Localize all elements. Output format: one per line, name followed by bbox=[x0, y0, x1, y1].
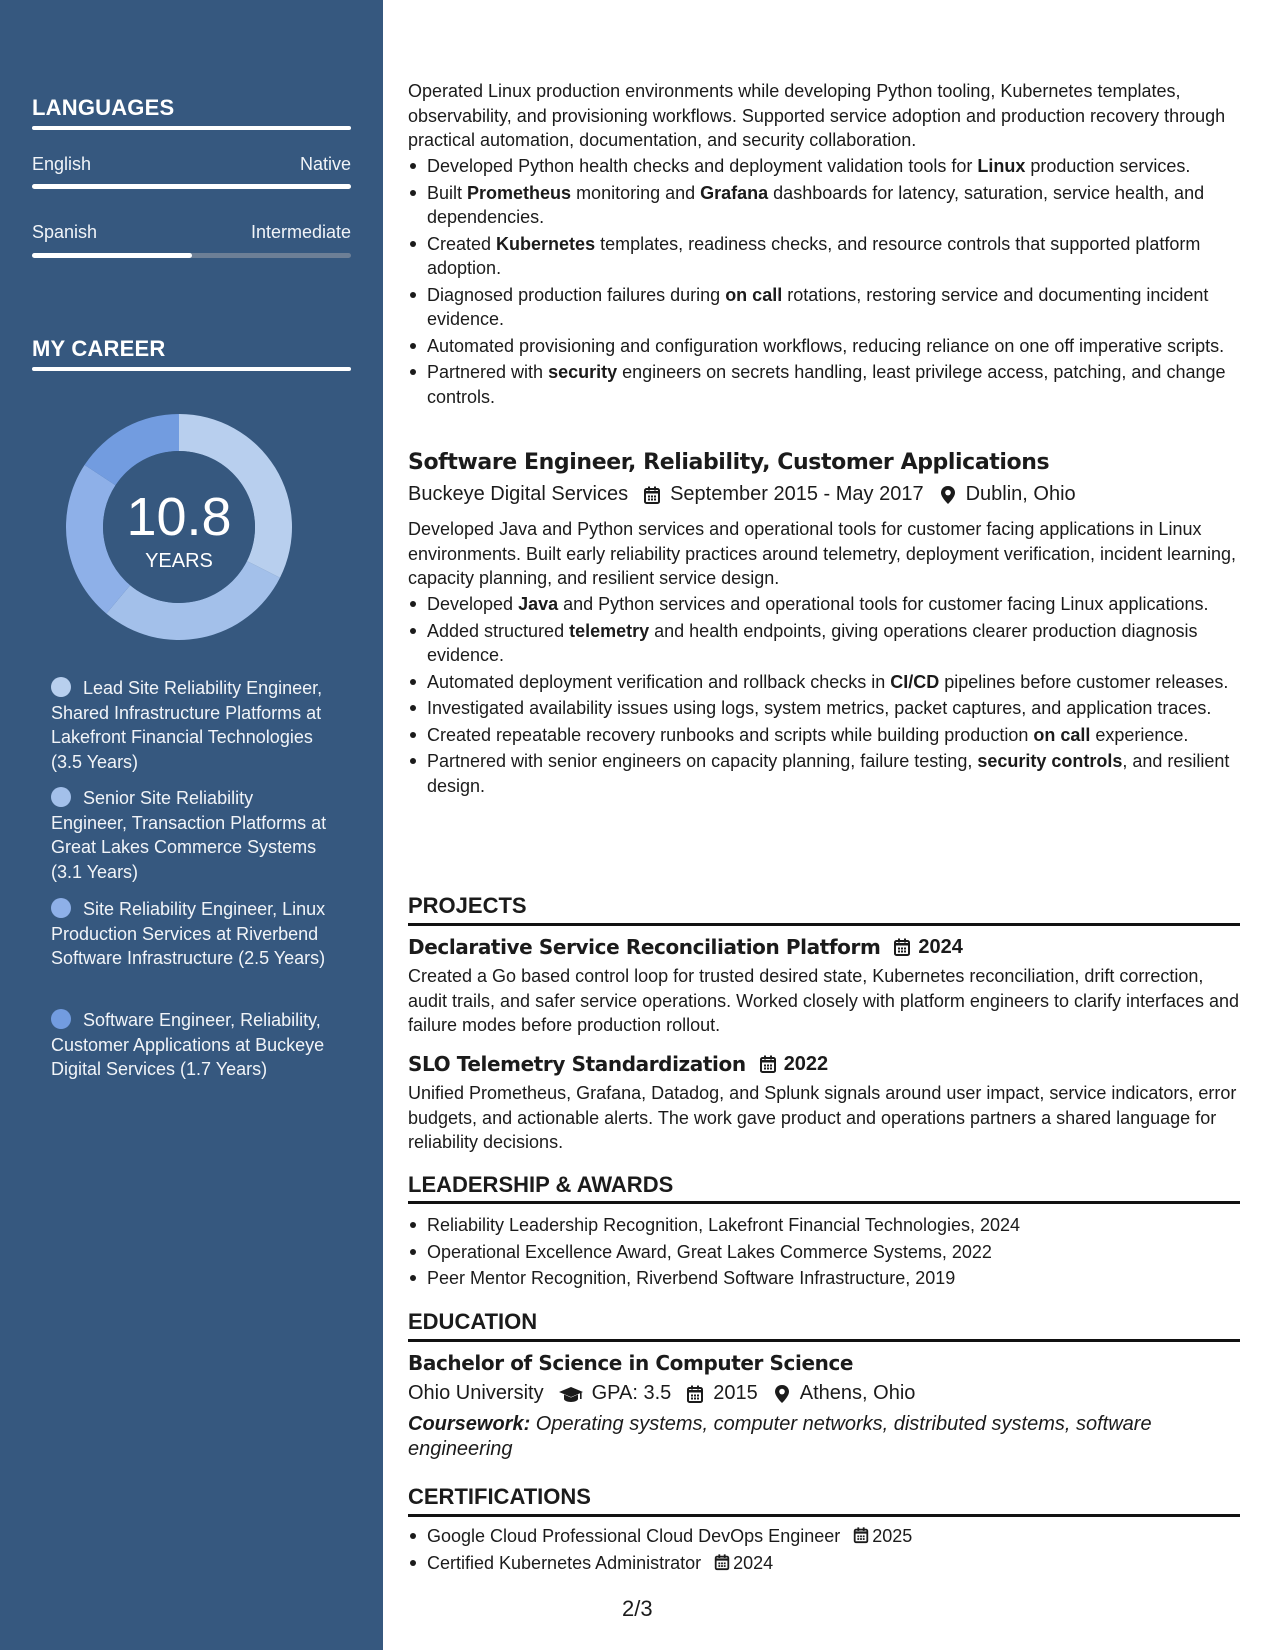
bullet-keyword: Kubernetes bbox=[496, 233, 596, 254]
bullet-keyword: on call bbox=[1033, 724, 1091, 745]
career-total-value: 10.8 bbox=[126, 487, 232, 547]
career-item-text: Lead Site Reliability Engineer, Shared Infrastructure Platforms at Lakefront Financial Technologies (3.5 Years) bbox=[51, 678, 323, 772]
language-bar-fill bbox=[32, 253, 192, 258]
bullet-keyword: telemetry bbox=[569, 620, 650, 641]
bullet-text: production services. bbox=[1025, 156, 1191, 176]
education-rule bbox=[408, 1339, 1240, 1342]
project-title: SLO Telemetry Standardization bbox=[408, 1052, 746, 1076]
language-bar-spanish bbox=[32, 253, 351, 258]
bullet-keyword: Prometheus bbox=[467, 182, 572, 203]
bullet-text: Created repeatable recovery runbooks and scripts while building production bbox=[427, 724, 1034, 745]
bullet-keyword: security controls bbox=[977, 751, 1123, 771]
career-item-text: Senior Site Reliability Engineer, Transaction Platforms at Great Lakes Commerce Systems (3.1 Years) bbox=[51, 788, 327, 882]
certifications-heading: CERTIFICATIONS bbox=[408, 1484, 591, 1509]
calendar-icon bbox=[713, 1553, 731, 1571]
bullet-item bbox=[408, 696, 1240, 721]
graduation-cap-icon bbox=[558, 1384, 584, 1404]
bullet-text: Partnered with senior engineers on capacity planning, failure testing, bbox=[427, 751, 978, 771]
career-heading: MY CAREER bbox=[32, 336, 166, 361]
bullet-item bbox=[408, 154, 1240, 179]
bullet-text: Built bbox=[427, 182, 468, 203]
education-school: Ohio University bbox=[408, 1382, 544, 1404]
bullet-item bbox=[408, 670, 1240, 695]
project-title-row bbox=[408, 1052, 828, 1076]
bullet-text: dashboards for latency, saturation, service health, and dependencies. bbox=[427, 182, 1205, 227]
bullet-keyword: CI/CD bbox=[890, 671, 940, 692]
bullet-keyword: Java bbox=[518, 594, 559, 614]
language-level: Intermediate bbox=[250, 222, 351, 242]
project-year: 2022 bbox=[783, 1052, 829, 1075]
career-dot-icon bbox=[51, 1009, 71, 1029]
language-level: Native bbox=[299, 154, 351, 174]
location-pin-icon bbox=[938, 485, 958, 505]
bullet-item bbox=[408, 283, 1240, 332]
career-heading-rule bbox=[32, 367, 351, 371]
career-item-text: Software Engineer, Reliability, Customer Applications at Buckeye Digital Services (1.7 Years) bbox=[51, 1010, 325, 1079]
projects-heading: PROJECTS bbox=[408, 893, 527, 918]
bullet-text: and health endpoints, giving operations clearer production diagnosis evidence. bbox=[427, 620, 1198, 665]
bullet-item bbox=[408, 181, 1240, 230]
bullet-keyword: Grafana bbox=[700, 182, 769, 203]
certification-item bbox=[408, 1551, 1240, 1576]
education-heading: EDUCATION bbox=[408, 1309, 538, 1334]
coursework-label: Coursework: bbox=[408, 1413, 531, 1435]
page-number: 2/3 bbox=[622, 1596, 653, 1621]
bullet-item bbox=[408, 592, 1240, 617]
education-meta bbox=[408, 1382, 915, 1405]
bullet-text: Investigated availability issues using logs, system metrics, packet captures, and application traces. bbox=[427, 698, 1212, 718]
bullet-item bbox=[408, 360, 1240, 409]
calendar-icon bbox=[852, 1526, 870, 1544]
bullet-keyword: on call bbox=[725, 284, 783, 305]
career-item bbox=[51, 1008, 331, 1082]
calendar-icon bbox=[685, 1384, 705, 1404]
job2-location: Dublin, Ohio bbox=[965, 483, 1076, 505]
calendar-icon bbox=[892, 937, 912, 957]
language-bar-fill bbox=[32, 184, 351, 189]
career-donut-chart bbox=[66, 414, 292, 640]
job2-title: Software Engineer, Reliability, Customer Applications bbox=[408, 450, 1050, 475]
bullet-item bbox=[408, 334, 1240, 359]
sidebar bbox=[0, 0, 383, 1650]
location-pin-icon bbox=[772, 1384, 792, 1404]
bullet-keyword: Linux bbox=[977, 156, 1026, 176]
education-degree: Bachelor of Science in Computer Science bbox=[408, 1351, 854, 1375]
award-item: Operational Excellence Award, Great Lakes Commerce Systems, 2022 bbox=[408, 1240, 1240, 1265]
language-name: Spanish bbox=[32, 222, 98, 242]
education-year: 2015 bbox=[713, 1382, 758, 1404]
career-total-unit: YEARS bbox=[145, 550, 213, 572]
bullet-text: Partnered with bbox=[427, 362, 549, 382]
languages-heading: LANGUAGES bbox=[32, 95, 175, 120]
education-gpa: GPA: 3.5 bbox=[591, 1382, 672, 1404]
award-item: Reliability Leadership Recognition, Lakefront Financial Technologies, 2024 bbox=[408, 1213, 1240, 1238]
job2-summary: Developed Java and Python services and operational tools for customer facing applications in Linux environments. Built early reliability practices around telemetry, deployment verification, incident learning, capacity planning, and resilient service design. bbox=[408, 519, 1237, 588]
bullet-text: Added structured bbox=[427, 620, 570, 641]
language-row-english bbox=[32, 154, 351, 175]
job2-bullet-list bbox=[408, 592, 1240, 800]
bullet-text: Developed Python health checks and deployment validation tools for bbox=[427, 156, 978, 176]
awards-heading: LEADERSHIP & AWARDS bbox=[408, 1172, 674, 1197]
career-dot-icon bbox=[51, 898, 71, 918]
language-row-spanish bbox=[32, 222, 351, 243]
project-description: Created a Go based control loop for trusted desired state, Kubernetes reconciliation, drift correction, audit trails, and safer service operations. Worked closely with platform engineers to clarify interfaces and failure modes before production rollout. bbox=[408, 966, 1240, 1035]
certification-name: Certified Kubernetes Administrator bbox=[427, 1552, 702, 1573]
certification-name: Google Cloud Professional Cloud DevOps Engineer bbox=[427, 1526, 841, 1546]
bullet-text: rotations, restoring service and documenting incident evidence. bbox=[427, 284, 1209, 329]
certifications-rule bbox=[408, 1514, 1240, 1517]
job2-meta bbox=[408, 483, 1076, 506]
bullet-item bbox=[408, 723, 1240, 748]
bullet-item bbox=[408, 232, 1240, 281]
education-location: Athens, Ohio bbox=[799, 1382, 916, 1404]
calendar-icon bbox=[642, 485, 662, 505]
job1-bullet-list bbox=[408, 154, 1240, 411]
language-name: English bbox=[32, 154, 92, 174]
bullet-text: monitoring and bbox=[571, 182, 701, 203]
calendar-icon bbox=[758, 1054, 778, 1074]
bullet-text: , and resilient design. bbox=[427, 751, 1230, 796]
award-item: Peer Mentor Recognition, Riverbend Software Infrastructure, 2019 bbox=[408, 1266, 1240, 1291]
bullet-text: Created bbox=[427, 233, 497, 254]
career-item bbox=[51, 676, 331, 774]
job2-dates: September 2015 - May 2017 bbox=[670, 483, 924, 505]
bullet-text: Automated deployment verification and rollback checks in bbox=[427, 671, 891, 692]
bullet-text: Automated provisioning and configuration workflows, reducing reliance on one off imperative scripts. bbox=[427, 335, 1225, 356]
bullet-text: and Python services and operational tools for customer facing Linux applications. bbox=[558, 594, 1209, 614]
bullet-item bbox=[408, 619, 1240, 668]
project-year: 2024 bbox=[918, 935, 963, 958]
bullet-keyword: security bbox=[548, 362, 618, 382]
job1-summary: Operated Linux production environments while developing Python tooling, Kubernetes templates, observability, and provisioning workflows. Supported service adoption and production recovery through practical automation, documentation, and security collaboration. bbox=[408, 81, 1226, 150]
coursework-text: Operating systems, computer networks, distributed systems, software engineering bbox=[408, 1413, 1152, 1460]
job2-company: Buckeye Digital Services bbox=[408, 483, 629, 505]
languages-heading-rule bbox=[32, 126, 351, 130]
bullet-text: Developed bbox=[427, 594, 519, 614]
career-item-text: Site Reliability Engineer, Linux Production Services at Riverbend Software Infrastructure (2.5 Years) bbox=[51, 899, 326, 968]
projects-rule bbox=[408, 923, 1240, 926]
certification-item bbox=[408, 1524, 1240, 1549]
career-dot-icon bbox=[51, 787, 71, 807]
language-bar-english bbox=[32, 184, 351, 189]
career-item bbox=[51, 897, 331, 971]
project-title: Declarative Service Reconciliation Platform bbox=[408, 935, 881, 959]
project-description: Unified Prometheus, Grafana, Datadog, and Splunk signals around user impact, service indicators, error budgets, and actionable alerts. The work gave product and operations partners a shared language for reliability decisions. bbox=[408, 1083, 1237, 1152]
bullet-text: engineers on secrets handling, least privilege access, patching, and change controls. bbox=[427, 362, 1226, 407]
education-coursework bbox=[408, 1412, 1240, 1461]
certifications-list bbox=[408, 1524, 1240, 1577]
project-title-row bbox=[408, 935, 963, 959]
bullet-item bbox=[408, 749, 1240, 798]
career-dot-icon bbox=[51, 677, 71, 697]
bullet-text: experience. bbox=[1090, 724, 1189, 745]
awards-list bbox=[408, 1213, 1240, 1293]
certification-year: 2024 bbox=[733, 1552, 774, 1573]
bullet-text: pipelines before customer releases. bbox=[939, 671, 1229, 692]
bullet-text: templates, readiness checks, and resource controls that supported platform adoption. bbox=[427, 233, 1201, 278]
bullet-text: Diagnosed production failures during bbox=[427, 284, 726, 305]
certification-year: 2025 bbox=[872, 1526, 913, 1546]
awards-rule bbox=[408, 1201, 1240, 1204]
career-item bbox=[51, 786, 331, 884]
